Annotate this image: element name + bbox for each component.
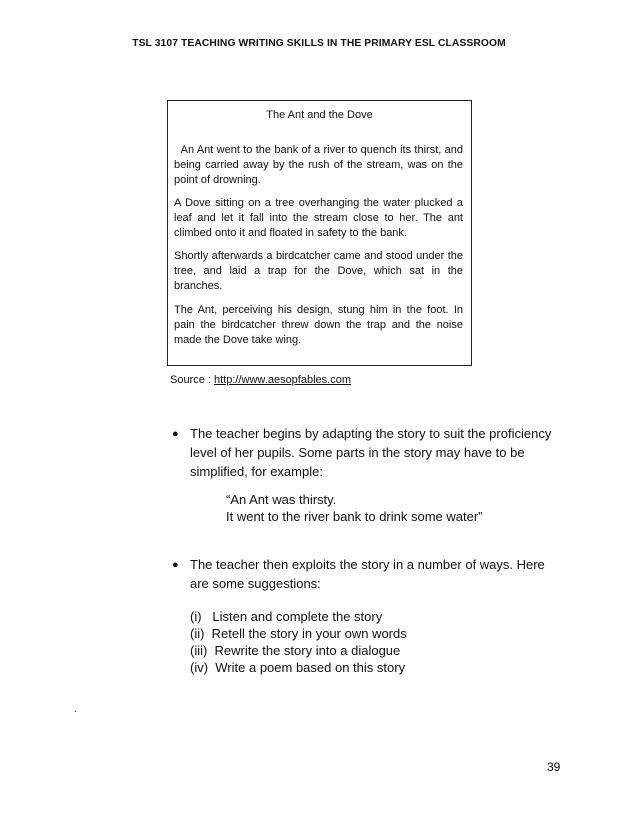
story-paragraph: A Dove sitting on a tree overhanging the water plucked a leaf and let it fall into the stream close to her. The ant climbed onto it and floated in safety to the bank. xyxy=(174,197,463,239)
story-box xyxy=(167,100,472,366)
example-quote-line: “An Ant was thirsty. xyxy=(226,492,337,507)
example-quote-line: It went to the river bank to drink some water” xyxy=(226,509,483,524)
story-paragraph: An Ant went to the bank of a river to quench its thirst, and being carried away by the rush of the stream, was on the point of drowning. xyxy=(174,144,463,186)
bullet-icon: ● xyxy=(172,428,179,440)
story-paragraph: The Ant, perceiving his design, stung him in the foot. In pain the birdcatcher threw down the trap and the noise made the Dove take wing. xyxy=(174,304,463,346)
stray-mark: . xyxy=(74,704,77,715)
bullet-text: The teacher then exploits the story in a number of ways. Here are some suggestions: xyxy=(190,557,545,591)
list-item: (iv) Write a poem based on this story xyxy=(190,660,406,675)
bullet-text: The teacher begins by adapting the story to suit the proficiency level of her pupils. Some parts in the story may have to be simplified, for example: xyxy=(190,426,552,479)
bullet-icon: ● xyxy=(172,559,179,571)
story-title: The Ant and the Dove xyxy=(266,109,373,121)
page-number: 39 xyxy=(547,760,561,774)
source-link[interactable]: http://www.aesopfables.com xyxy=(214,374,351,386)
list-item: (i) Listen and complete the story xyxy=(190,609,383,624)
page-header: TSL 3107 TEACHING WRITING SKILLS IN THE PRIMARY ESL CLASSROOM xyxy=(132,38,506,49)
source-line xyxy=(170,374,351,386)
source-label: Source : xyxy=(170,374,215,386)
list-item: (ii) Retell the story in your own words xyxy=(190,626,407,641)
list-item: (iii) Rewrite the story into a dialogue xyxy=(190,643,401,658)
story-paragraph: Shortly afterwards a birdcatcher came and stood under the tree, and laid a trap for the Dove, which sat in the branches. xyxy=(174,250,463,292)
